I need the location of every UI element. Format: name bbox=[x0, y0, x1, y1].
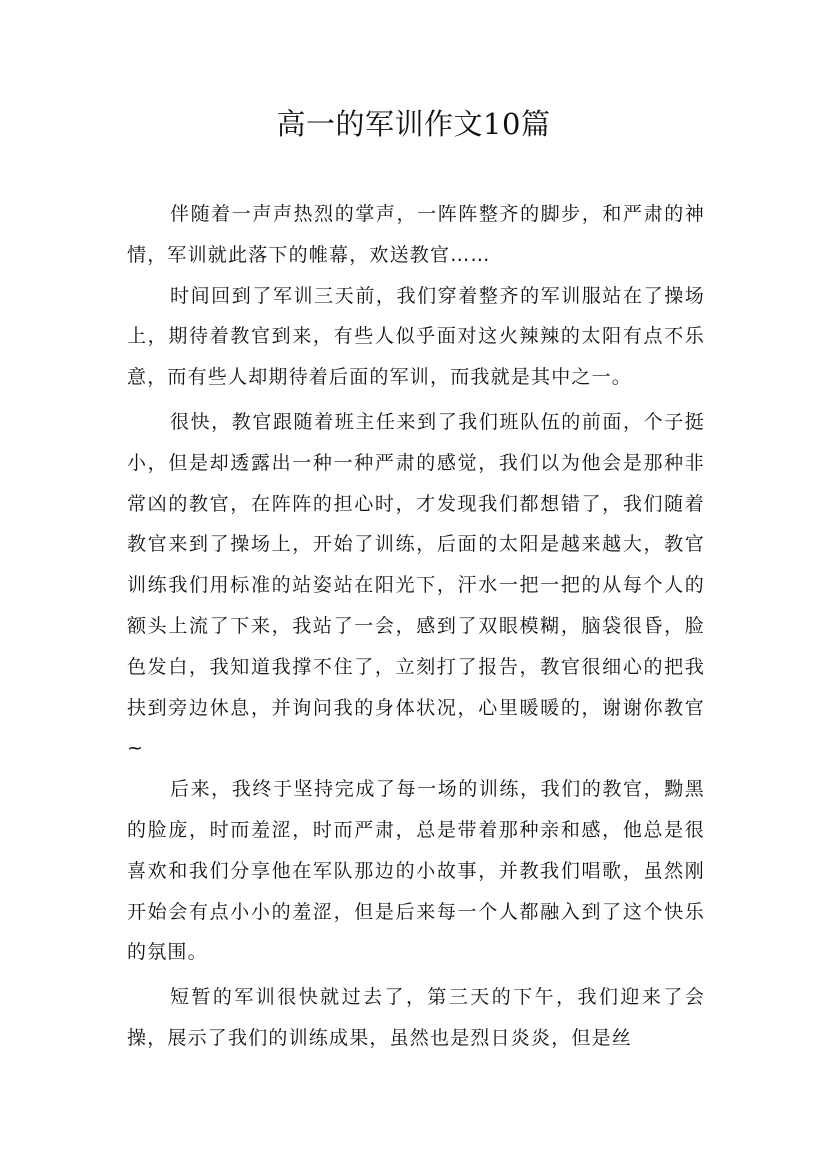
document-title: 高一的军训作文10篇 bbox=[276, 107, 551, 141]
paragraph-5: 短暂的军训很快就过去了，第三天的下午，我们迎来了会操，展示了我们的训练成果，虽然也是烈日炎炎，但是丝 bbox=[127, 986, 705, 1049]
paragraph-1: 伴随着一声声热烈的掌声，一阵阵整齐的脚步，和严肃的神情，军训就此落下的帷幕，欢送教官…… bbox=[127, 203, 705, 266]
paragraph-4: 后来，我终于坚持完成了每一场的训练，我们的教官，黝黑的脸庞，时而羞涩，时而严肃，总是带着那种亲和感，他总是很喜欢和我们分享他在军队那边的小故事，并教我们唱歌，虽然刚开始会有点小小的羞涩，但是后来每一个人都融入到了这个快乐的氛围。 bbox=[127, 778, 705, 964]
document-body bbox=[127, 194, 705, 1059]
paragraph-3: 很快，教官跟随着班主任来到了我们班队伍的前面，个子挺小，但是却透露出一种一种严肃的感觉，我们以为他会是那种非常凶的教官，在阵阵的担心时，才发现我们都想错了，我们随着教官来到了操场上，开始了训练，后面的太阳是越来越大，教官训练我们用标准的站姿站在阳光下，汗水一把一把的从每个人的额头上流了下来，我站了一会，感到了双眼模糊，脑袋很昏，脸色发白，我知道我撑不住了，立刻打了报告，教官很细心的把我扶到旁边休息，并询问我的身体状况，心里暖暖的，谢谢你教官~ bbox=[127, 410, 705, 760]
paragraph-2: 时间回到了军训三天前，我们穿着整齐的军训服站在了操场上，期待着教官到来，有些人似乎面对这火辣辣的太阳有点不乐意，而有些人却期待着后面的军训，而我就是其中之一。 bbox=[127, 284, 705, 389]
